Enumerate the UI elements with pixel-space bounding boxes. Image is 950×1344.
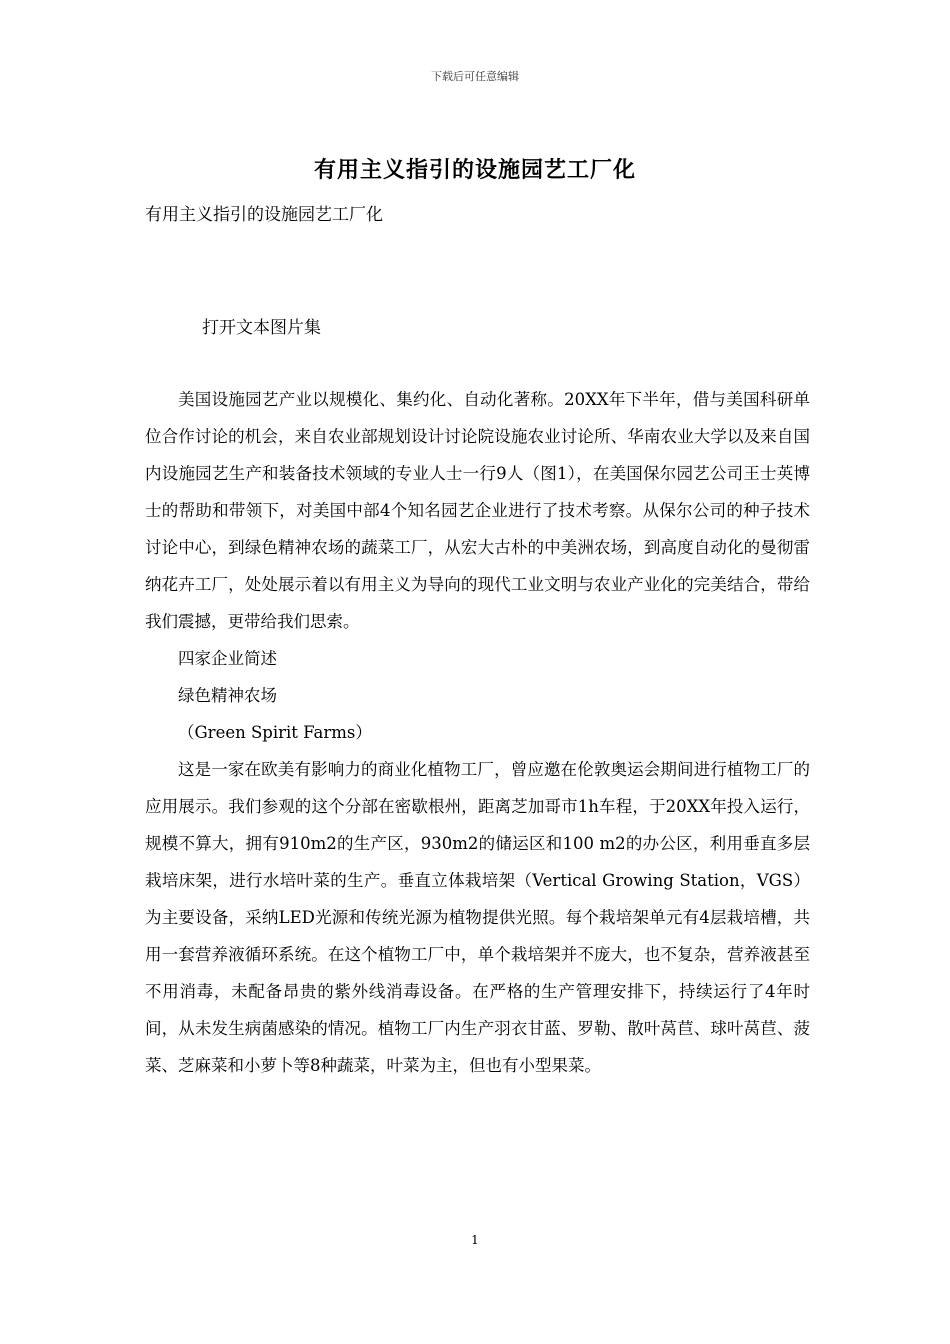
intro-paragraph: 美国设施园艺产业以规模化、集约化、自动化著称。20XX年下半年，借与美国科研单位合作讨论的机会，来自农业部规划设计讨论院设施农业讨论所、华南农业大学以及来自国内设施园艺生产和装备技术领域的专业人士一行9人（图1），在美国保尔园艺公司王士英博士的帮助和带领下，对美国中部4个知名园艺企业进行了技术考察。从保尔公司的种子技术讨论中心，到绿色精神农场的蔬菜工厂，从宏大古朴的中美洲农场，到高度自动化的曼彻雷纳花卉工厂，处处展示着以有用主义为导向的现代工业文明与农业产业化的完美结合，带给我们震撼，更带给我们思索。 bbox=[145, 390, 810, 631]
body-text bbox=[145, 381, 810, 1084]
page-number: 1 bbox=[471, 1233, 479, 1247]
image-gallery-link[interactable]: 打开文本图片集 bbox=[202, 318, 321, 338]
document-subtitle: 有用主义指引的设施园艺工厂化 bbox=[145, 205, 383, 225]
section-heading-enterprises: 四家企业简述 bbox=[178, 649, 277, 668]
download-note: 下载后可任意编辑 bbox=[431, 70, 519, 83]
document-title: 有用主义指引的设施园艺工厂化 bbox=[313, 157, 636, 183]
green-spirit-paragraph: 这是一家在欧美有影响力的商业化植物工厂，曾应邀在伦敦奥运会期间进行植物工厂的应用展示。我们参观的这个分部在密歇根州，距离芝加哥市1h车程，于20XX年投入运行，规模不算大，拥有910m2的生产区，930m2的储运区和100 m2的办公区，利用垂直多层栽培床架，进行水培叶菜的生产。垂直立体栽培架（Vertical Growing Station，VGS）为主要设备，采纳LED光源和传统光源为植物提供光照。每个栽培架单元有4层栽培槽，共用一套营养液循环系统。在这个植物工厂中，单个栽培架并不庞大，也不复杂，营养液甚至不用消毒，未配备昂贵的紫外线消毒设备。在严格的生产管理安排下，持续运行了4年时间，从未发生病菌感染的情况。植物工厂内生产羽衣甘蓝、罗勒、散叶莴苣、球叶莴苣、菠菜、芝麻菜和小萝卜等8种蔬菜，叶菜为主，但也有小型果菜。 bbox=[145, 760, 810, 1075]
english-name-green-spirit: （Green Spirit Farms） bbox=[178, 723, 372, 742]
section-heading-green-spirit: 绿色精神农场 bbox=[178, 686, 277, 705]
